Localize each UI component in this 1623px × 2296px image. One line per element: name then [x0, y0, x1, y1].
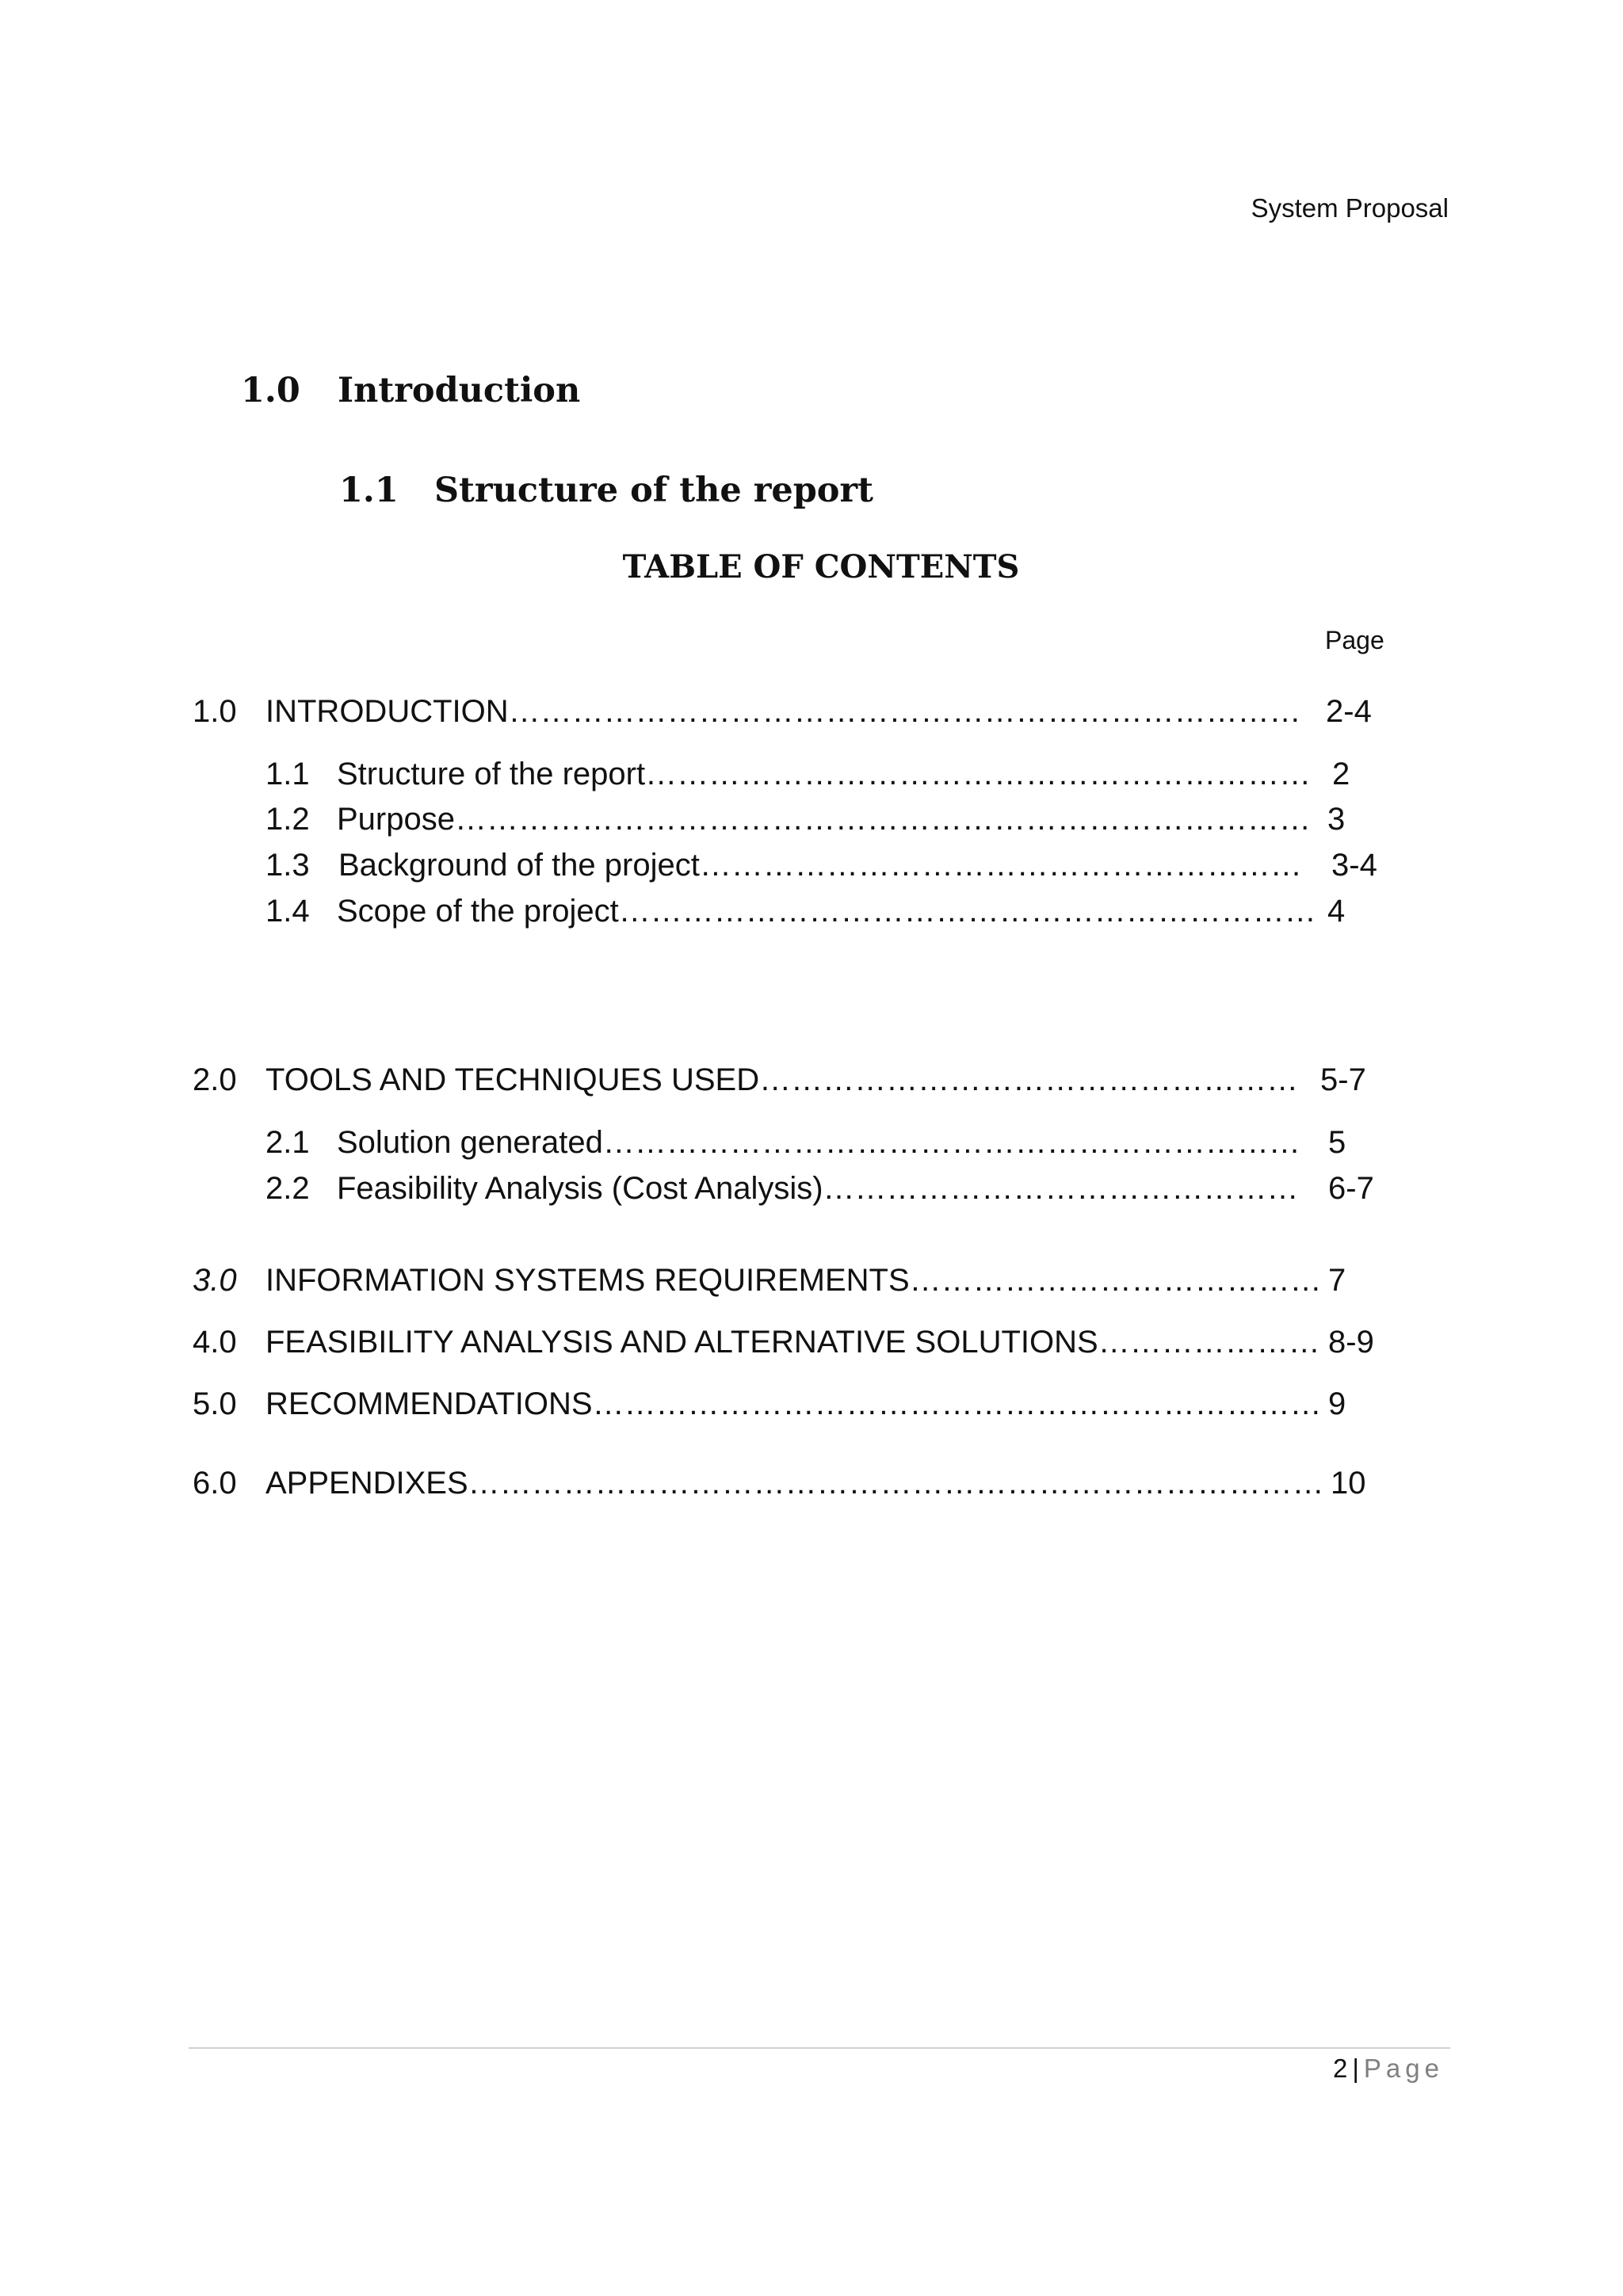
- toc-entry-number: 1.2: [265, 802, 310, 837]
- footer-page-word: Page: [1363, 2054, 1444, 2083]
- toc-entry-page: 8-9: [1328, 1325, 1374, 1360]
- toc-entry-title: APPENDIXES………………………………………………………………………: [265, 1466, 1324, 1501]
- toc-entry-number: 1.0: [193, 694, 237, 729]
- toc-entry-number: 2.0: [193, 1062, 237, 1097]
- page-footer: [1333, 2054, 1444, 2084]
- toc-entry-page: 5: [1328, 1125, 1346, 1160]
- toc-entry-number: 2.2: [265, 1171, 310, 1206]
- toc-entry-page: 5-7: [1320, 1062, 1366, 1097]
- toc-entry-page: 3: [1327, 802, 1346, 837]
- toc-leader: …………………………………………………………: [602, 1125, 1300, 1160]
- footer-separator: |: [1352, 2054, 1359, 2083]
- subsection-title: Structure of the report: [434, 471, 874, 510]
- toc-entry-title: FEASIBILITY ANALYSIS AND ALTERNATIVE SOLUTIONS…………………: [265, 1325, 1320, 1360]
- toc-entry-title: Solution generated…………………………………………………………: [337, 1125, 1300, 1160]
- toc-entry-page: 3-4: [1331, 848, 1377, 883]
- toc-entry-page: 7: [1328, 1263, 1346, 1298]
- toc-leader: …………………………………………………: [699, 848, 1302, 883]
- toc-leader: ………………………………………: [823, 1171, 1299, 1206]
- toc-entry-page: 2: [1332, 757, 1350, 791]
- toc-entry-title: INFORMATION SYSTEMS REQUIREMENTS…………………………………: [265, 1263, 1322, 1298]
- toc-leader: …………………………………………………………: [618, 894, 1316, 929]
- toc-leader: ……………………………………………: [759, 1062, 1299, 1097]
- toc-entry-number: 4.0: [193, 1325, 237, 1360]
- toc-entry-title: Background of the project…………………………………………………: [338, 848, 1302, 883]
- toc-entry-page: 9: [1328, 1386, 1346, 1421]
- toc-title-text: TABLE OF CONTENTS: [622, 548, 1020, 585]
- toc-entry-number: 2.1: [265, 1125, 310, 1160]
- toc-entry-title: Scope of the project…………………………………………………………: [337, 894, 1316, 929]
- toc-entry-number: 1.3: [265, 848, 310, 883]
- toc-leader: ………………………………………………………………………: [468, 1466, 1324, 1501]
- footer-divider: [189, 2047, 1450, 2049]
- section-number: 1.0: [241, 371, 300, 410]
- toc-entry-number: 1.1: [265, 757, 310, 791]
- toc-entry-title: TOOLS AND TECHNIQUES USED……………………………………………: [265, 1062, 1299, 1097]
- toc-entry-page: 4: [1327, 894, 1346, 929]
- footer-page-number: 2: [1332, 2054, 1348, 2083]
- toc-title: [0, 548, 1623, 585]
- toc-leader: …………………………………: [909, 1263, 1322, 1298]
- toc-entry-page: 10: [1331, 1466, 1366, 1501]
- toc-leader: ……………………………………………………………: [592, 1386, 1322, 1421]
- section-title: Introduction: [338, 371, 581, 410]
- toc-entry-number: 5.0: [193, 1386, 237, 1421]
- toc-leader: ………………………………………………………: [645, 757, 1312, 791]
- toc-entry-number: 1.4: [265, 894, 310, 929]
- toc-entry-number: 6.0: [193, 1466, 237, 1501]
- toc-entry-title: RECOMMENDATIONS……………………………………………………………: [265, 1386, 1322, 1421]
- toc-entry-page: 6-7: [1328, 1171, 1374, 1206]
- toc-entry-page: 2-4: [1326, 694, 1372, 729]
- toc-leader: ………………………………………………………………………: [454, 802, 1311, 837]
- page-column-label: Page: [1325, 626, 1384, 654]
- toc-leader: …………………: [1098, 1325, 1320, 1360]
- toc-entry-title: Purpose………………………………………………………………………: [337, 802, 1311, 837]
- toc-entry-number: 3.0: [193, 1263, 237, 1298]
- toc-leader: …………………………………………………………………: [508, 694, 1301, 729]
- running-header: System Proposal: [1251, 193, 1449, 223]
- toc-entry-title: INTRODUCTION…………………………………………………………………: [265, 694, 1301, 729]
- toc-entry-title: Feasibility Analysis (Cost Analysis)………………………………………: [337, 1171, 1299, 1206]
- subsection-number: 1.1: [339, 471, 399, 510]
- toc-entry-title: Structure of the report………………………………………………………: [337, 757, 1312, 791]
